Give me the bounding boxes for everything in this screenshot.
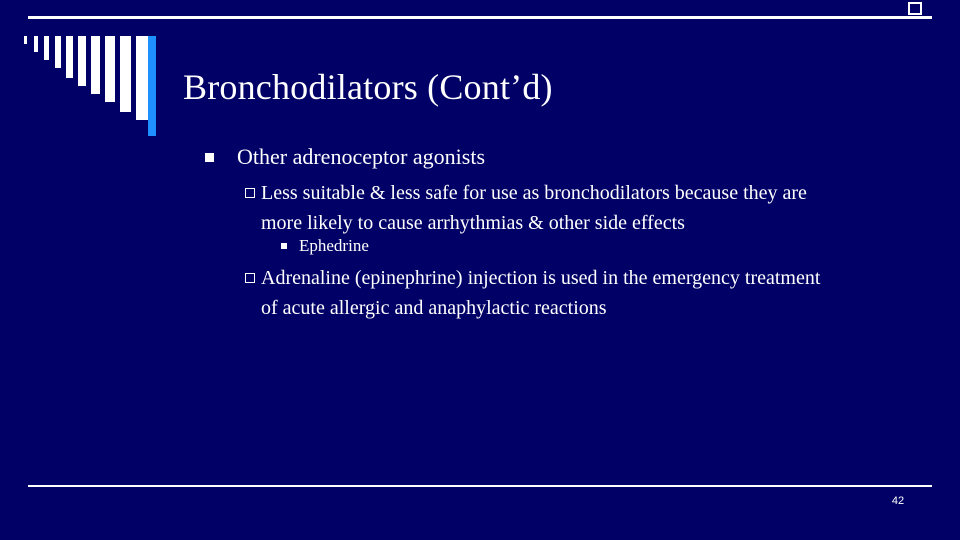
filled-square-bullet-icon [205, 153, 214, 162]
sub-bullet-1 [245, 178, 885, 238]
slide-title: Bronchodilators (Cont’d) [183, 67, 553, 107]
sub-bullet-1-line-2: more likely to cause arrhythmias & other side effects [261, 212, 685, 234]
bottom-divider [28, 485, 932, 487]
sub-bullet-2 [245, 263, 885, 323]
page-number: 42 [891, 495, 905, 507]
small-filled-square-bullet-icon [281, 243, 287, 249]
sub-bullet-1-line-1: Less suitable & less safe for use as bronchodilators because they are [261, 182, 807, 204]
bullet-main-text: Other adrenoceptor agonists [237, 144, 486, 169]
sub-bullet-2-line-1: Adrenaline (epinephrine) injection is used in the emergency treatment [261, 267, 821, 289]
open-square-bullet-icon [245, 273, 255, 283]
open-square-bullet-icon [245, 188, 255, 198]
top-divider [28, 16, 932, 19]
sub-sub-bullet-text: Ephedrine [299, 236, 369, 255]
sub-bullet-2-line-2: of acute allergic and anaphylactic reactions [261, 297, 607, 319]
corner-box [908, 2, 922, 15]
decorative-bars [0, 0, 170, 140]
